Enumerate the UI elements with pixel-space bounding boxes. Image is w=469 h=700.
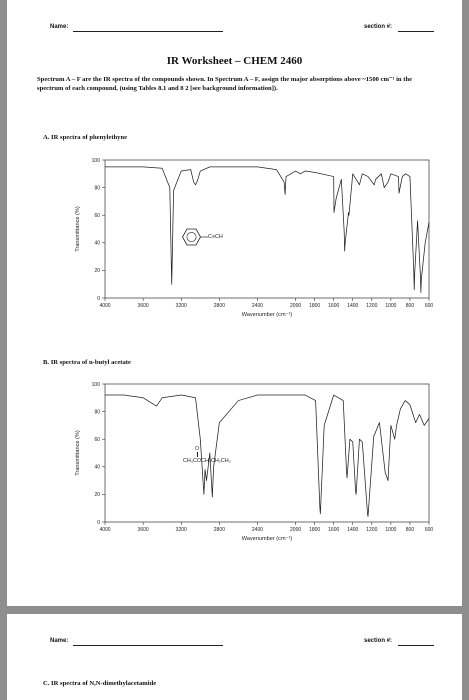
name-label: Name:: [50, 24, 69, 30]
spectrum-a-x-tick-label: 600: [424, 303, 434, 309]
spectrum-a-x-tick-label: 2800: [213, 303, 225, 309]
spectrum-b-chart: [49, 372, 439, 572]
spectrum-a-plot-frame: [105, 160, 429, 298]
spectrum-a-svg: [49, 148, 439, 348]
spectrum-a-x-tick-label: 1600: [328, 303, 340, 309]
worksheet-title: IR Worksheet – CHEM 2460: [166, 55, 303, 67]
spectrum-a-x-axis-label: Wavenumber (cm⁻¹): [241, 312, 293, 318]
spectrum-a-x-tick-label: 2000: [290, 303, 302, 309]
spectrum-a-y-tick-label: 0: [97, 295, 100, 302]
spectrum-b-spectrum-line: [105, 395, 429, 516]
section-label-p2: section #:: [364, 638, 393, 644]
spectrum-b-y-tick-label: 60: [94, 437, 100, 443]
spectrum-b-x-tick-label: 800: [405, 527, 415, 533]
spectrum-b-x-tick-label: 1800: [309, 527, 321, 533]
spectrum-b-heading: B. IR spectra of n-butyl acetate: [43, 359, 131, 366]
spectrum-b-y-tick-label: 100: [91, 381, 100, 388]
spectrum-a-y-tick-label: 60: [94, 213, 100, 219]
spectrum-b-carbonyl-bond: [197, 452, 198, 457]
spectrum-b-x-axis-label: Wavenumber (cm⁻¹): [241, 536, 293, 542]
spectrum-a-y-tick-label: 40: [94, 240, 100, 247]
spectrum-a-structure-label: C≡CH: [208, 234, 223, 240]
spectrum-b-x-tick-label: 2400: [251, 527, 264, 533]
spectrum-a-heading: A. IR spectra of phenylethyne: [43, 134, 128, 141]
spectrum-a-chart: [49, 148, 439, 348]
spectrum-a-spectrum-line: [105, 167, 429, 293]
spectrum-b-y-tick-label: 40: [94, 464, 100, 471]
name-field-p2[interactable]: [73, 645, 223, 646]
spectrum-b-x-tick-label: 1400: [347, 527, 359, 533]
worksheet-instructions: Spectrum A – F are the IR spectra of the compounds shown. In Spectrum A – F, assign the major absorptions above ~1500 cm⁻¹ in the spectrum of each compound, (using Tables 8.1 and 8 2 [see background information]).: [37, 76, 413, 92]
spectrum-a-y-tick-label: 20: [94, 268, 100, 275]
spectrum-a-x-tick-label: 1400: [347, 303, 359, 309]
spectrum-a-x-tick-label: 1000: [385, 303, 397, 309]
spectrum-b-svg: [49, 372, 439, 572]
section-label: section #:: [364, 24, 393, 30]
section-field-p2[interactable]: [398, 645, 434, 646]
spectrum-a-x-tick-label: 1800: [309, 303, 321, 309]
spectrum-c-heading: C. IR spectra of N,N-dimethylacetamide: [43, 680, 157, 687]
spectrum-a-x-tick-label: 800: [405, 303, 415, 309]
spectrum-b-x-tick-label: 2000: [290, 527, 302, 533]
spectrum-a-y-axis-label: Transmittance (%): [75, 206, 81, 252]
spectrum-a-x-tick-label: 1200: [366, 303, 378, 309]
spectrum-b-x-tick-label: 600: [424, 527, 434, 533]
spectrum-b-x-tick-label: 3200: [175, 527, 187, 533]
spectrum-a-x-tick-label: 2400: [251, 303, 264, 309]
spectrum-b-x-tick-label: 1600: [328, 527, 340, 533]
spectrum-a-x-tick-label: 3200: [175, 303, 187, 309]
spectrum-b-carbonyl-oxygen: O: [195, 446, 199, 452]
spectrum-b-y-tick-label: 80: [94, 409, 100, 416]
name-label-p2: Name:: [50, 638, 69, 644]
spectrum-b-x-tick-label: 1000: [385, 527, 397, 533]
section-field[interactable]: [398, 31, 434, 32]
spectrum-b-x-tick-label: 3600: [137, 527, 149, 533]
worksheet-page-1: [7, 0, 462, 606]
spectrum-b-x-tick-label: 4000: [99, 527, 111, 533]
spectrum-b-y-axis-label: Transmittance (%): [75, 430, 81, 476]
spectrum-a-y-tick-label: 100: [91, 157, 100, 164]
spectrum-b-x-tick-label: 2800: [213, 527, 225, 533]
spectrum-b-structure-label: CH₃COCH₂CH₂CH₃: [183, 458, 231, 464]
spectrum-b-y-tick-label: 20: [94, 492, 100, 499]
name-field[interactable]: [73, 31, 223, 32]
spectrum-a-x-tick-label: 4000: [99, 303, 111, 309]
spectrum-a-y-tick-label: 80: [94, 185, 100, 192]
worksheet-page-2: [7, 614, 462, 700]
spectrum-a-structure: [178, 226, 238, 248]
spectrum-a-x-tick-label: 3600: [137, 303, 149, 309]
spectrum-b-y-tick-label: 0: [97, 519, 100, 526]
spectrum-b-x-tick-label: 1200: [366, 527, 378, 533]
